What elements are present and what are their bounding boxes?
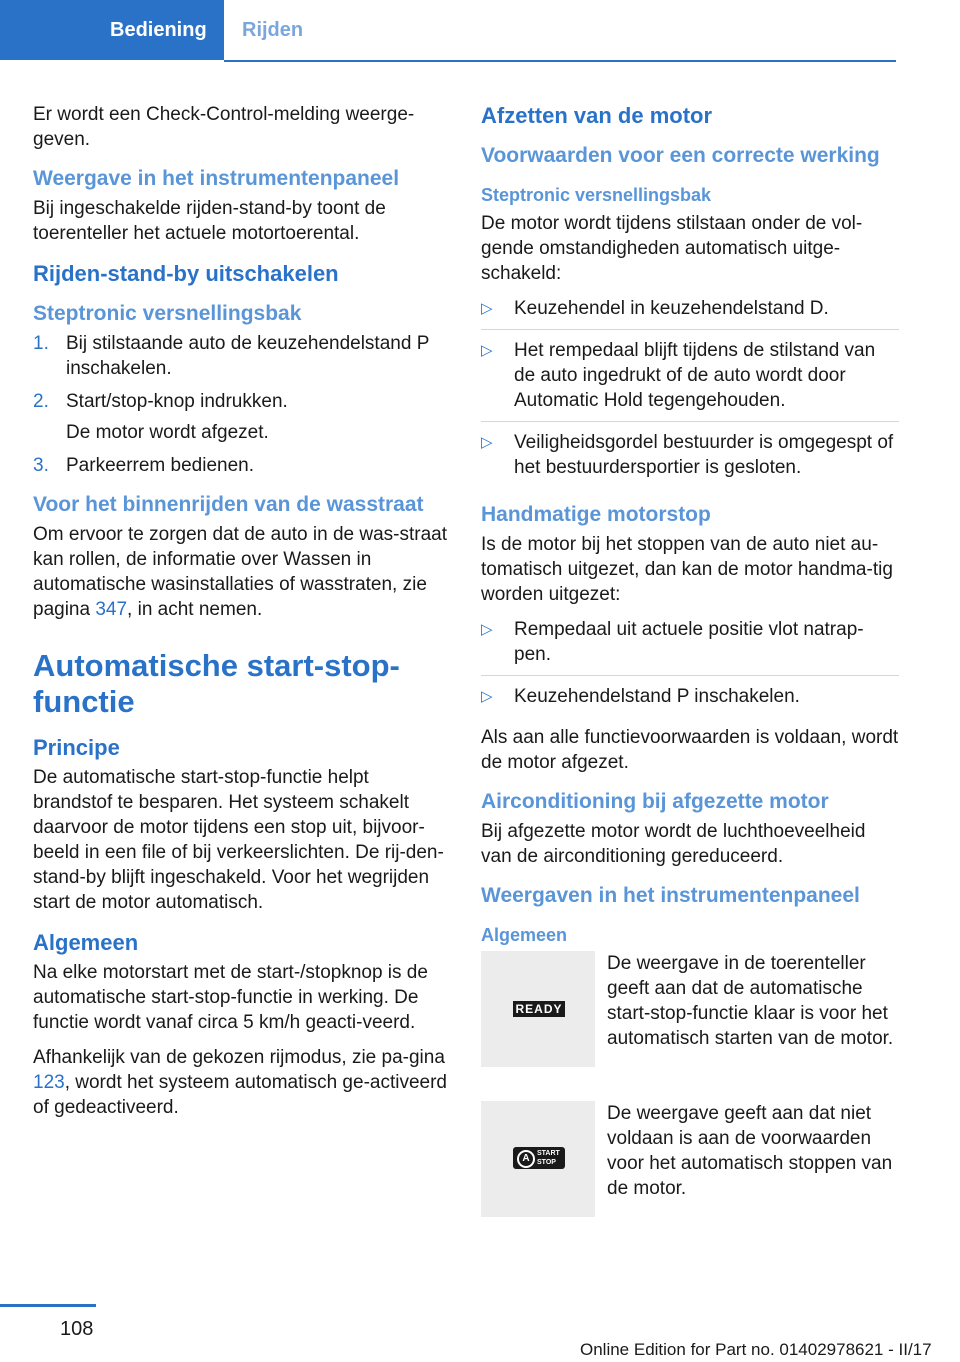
page-link-347[interactable]: 347 xyxy=(95,599,128,620)
step-number: 1. xyxy=(33,333,49,354)
start-stop-label: START STOP xyxy=(537,1150,560,1166)
list-item xyxy=(33,453,451,478)
triangle-bullet-icon: ▷ xyxy=(481,621,493,638)
voldaan-text: Als aan alle functievoorwaarden is voldaan, wordt de motor afgezet. xyxy=(481,727,899,773)
heading-airco: Airconditioning bij afgezette motor xyxy=(481,790,829,813)
page-number: 108 xyxy=(60,1318,94,1340)
list-item xyxy=(33,389,451,445)
edition-text: Online Edition for Part no. 01402978621 - II/17 xyxy=(580,1340,932,1359)
list-item: ▷ Keuzehendelstand P inschakelen. xyxy=(481,686,800,707)
rijmodus-text: Afhankelijk van de gekozen rijmodus, zie pa-gina 123, wordt het systeem automatisch ge-activeerd of gedeactiveerd. xyxy=(33,1047,447,1118)
list-item: ▷ Het rempedaal blijft tijdens de stilstand van de auto ingedrukt of de auto wordt door Automatic Hold tegengehouden. xyxy=(481,338,899,422)
heading-algemeen-right: Algemeen xyxy=(481,925,568,945)
heading-steptronic-right: Steptronic versnellingsbak xyxy=(481,185,712,205)
principe-text: De automatische start-stop-functie helpt brandstof te besparen. Het systeem schakelt daarvoor de motor tijdens een stop uit, bijvoor-beeld in een file of bij verkeerslichten. De rij-den-stand-by blijft ingeschakeld. Voor het wegrijden start de motor automatisch. xyxy=(33,767,444,913)
conditions-list xyxy=(481,296,899,488)
left-column xyxy=(33,102,451,1130)
start-stop-indicator-image xyxy=(481,1101,595,1217)
heading-wasstraat: Voor het binnenrijden van de wasstraat xyxy=(33,493,424,516)
auto-a-icon: A xyxy=(517,1150,535,1168)
ready-description: De weergave in de toerenteller geeft aan dat de automatische start-stop-functie klaar is voor het automatisch starten van de motor. xyxy=(607,953,894,1049)
auto-start-stop-icon xyxy=(513,1147,565,1169)
wasstraat-text: Om ervoor te zorgen dat de auto in de was-straat kan rollen, de informatie over Wassen in automatische wasinstallaties of wasstraten, zie pagina 347, in acht nemen. xyxy=(33,524,447,620)
step-subtext: De motor wordt afgezet. xyxy=(66,422,269,443)
weergave-text: Bij ingeschakelde rijden-stand-by toont de toerenteller het actuele motortoerental. xyxy=(33,198,386,244)
intro-text: Er wordt een Check-Control-melding weerge-geven. xyxy=(33,104,415,150)
handmatig-text: Is de motor bij het stoppen van de auto niet au-tomatisch uitgezet, dan kan de motor handma-tig worden uitgezet: xyxy=(481,534,893,605)
steps-list xyxy=(33,331,451,478)
list-item xyxy=(33,331,451,381)
step-text: Bij stilstaande auto de keuzehendelstand P inschakelen. xyxy=(66,333,430,379)
right-column xyxy=(481,102,899,1251)
top-navigation xyxy=(0,0,960,62)
ready-icon: READY xyxy=(513,1001,565,1017)
heading-weergave: Weergave in het instrumentenpaneel xyxy=(33,167,400,190)
heading-handmatig: Handmatige motorstop xyxy=(481,503,711,526)
heading-afzetten: Afzetten van de motor xyxy=(481,103,713,128)
step-number: 3. xyxy=(33,455,49,476)
list-item: ▷ Keuzehendel in keuzehendelstand D. xyxy=(481,296,899,330)
triangle-bullet-icon: ▷ xyxy=(481,300,493,317)
heading-steptronic: Steptronic versnellingsbak xyxy=(33,302,302,325)
step-text: Parkeerrem bedienen. xyxy=(66,455,254,476)
figure-start-stop xyxy=(481,1101,899,1235)
list-item: ▷ Veiligheidsgordel bestuurder is omgegespt of het bestuurdersportier is gesloten. xyxy=(481,432,894,478)
manual-stop-list xyxy=(481,617,899,717)
step-number: 2. xyxy=(33,391,49,412)
heading-automatische: Automatische start-stop-functie xyxy=(33,648,400,719)
steptronic-text: De motor wordt tijdens stilstaan onder de vol-gende omstandigheden automatisch uitge-schakeld: xyxy=(481,213,863,284)
page-link-123[interactable]: 123 xyxy=(33,1072,65,1093)
triangle-bullet-icon: ▷ xyxy=(481,342,493,359)
ready-indicator-image xyxy=(481,951,595,1067)
heading-voorwaarden: Voorwaarden voor een correcte werking xyxy=(481,144,880,167)
start-stop-description: De weergave geeft aan dat niet voldaan is aan de voorwaarden voor het automatisch stoppen van de motor. xyxy=(607,1103,893,1199)
heading-algemeen: Algemeen xyxy=(33,930,139,955)
airco-text: Bij afgezette motor wordt de luchthoeveelheid van de airconditioning gereduceerd. xyxy=(481,821,866,867)
heading-uitschakelen: Rijden-stand-by uitschakelen xyxy=(33,261,339,286)
heading-weergaven: Weergaven in het instrumentenpaneel xyxy=(481,884,860,907)
header-divider xyxy=(224,60,896,62)
algemeen-text: Na elke motorstart met de start-/stopknop is de automatische start-stop-functie in werking. De functie wordt vanaf circa 5 km/h geacti-veerd. xyxy=(33,962,428,1033)
list-item: ▷ Rempedaal uit actuele positie vlot natrap-pen. xyxy=(481,617,899,676)
footer-accent-line xyxy=(0,1304,96,1307)
triangle-bullet-icon: ▷ xyxy=(481,688,493,705)
triangle-bullet-icon: ▷ xyxy=(481,434,493,451)
tab-bediening[interactable]: Bediening xyxy=(0,0,224,60)
tab-rijden[interactable]: Rijden xyxy=(242,19,304,41)
heading-principe: Principe xyxy=(33,735,120,760)
figure-ready xyxy=(481,951,899,1085)
step-text: Start/stop-knop indrukken. xyxy=(66,391,288,412)
